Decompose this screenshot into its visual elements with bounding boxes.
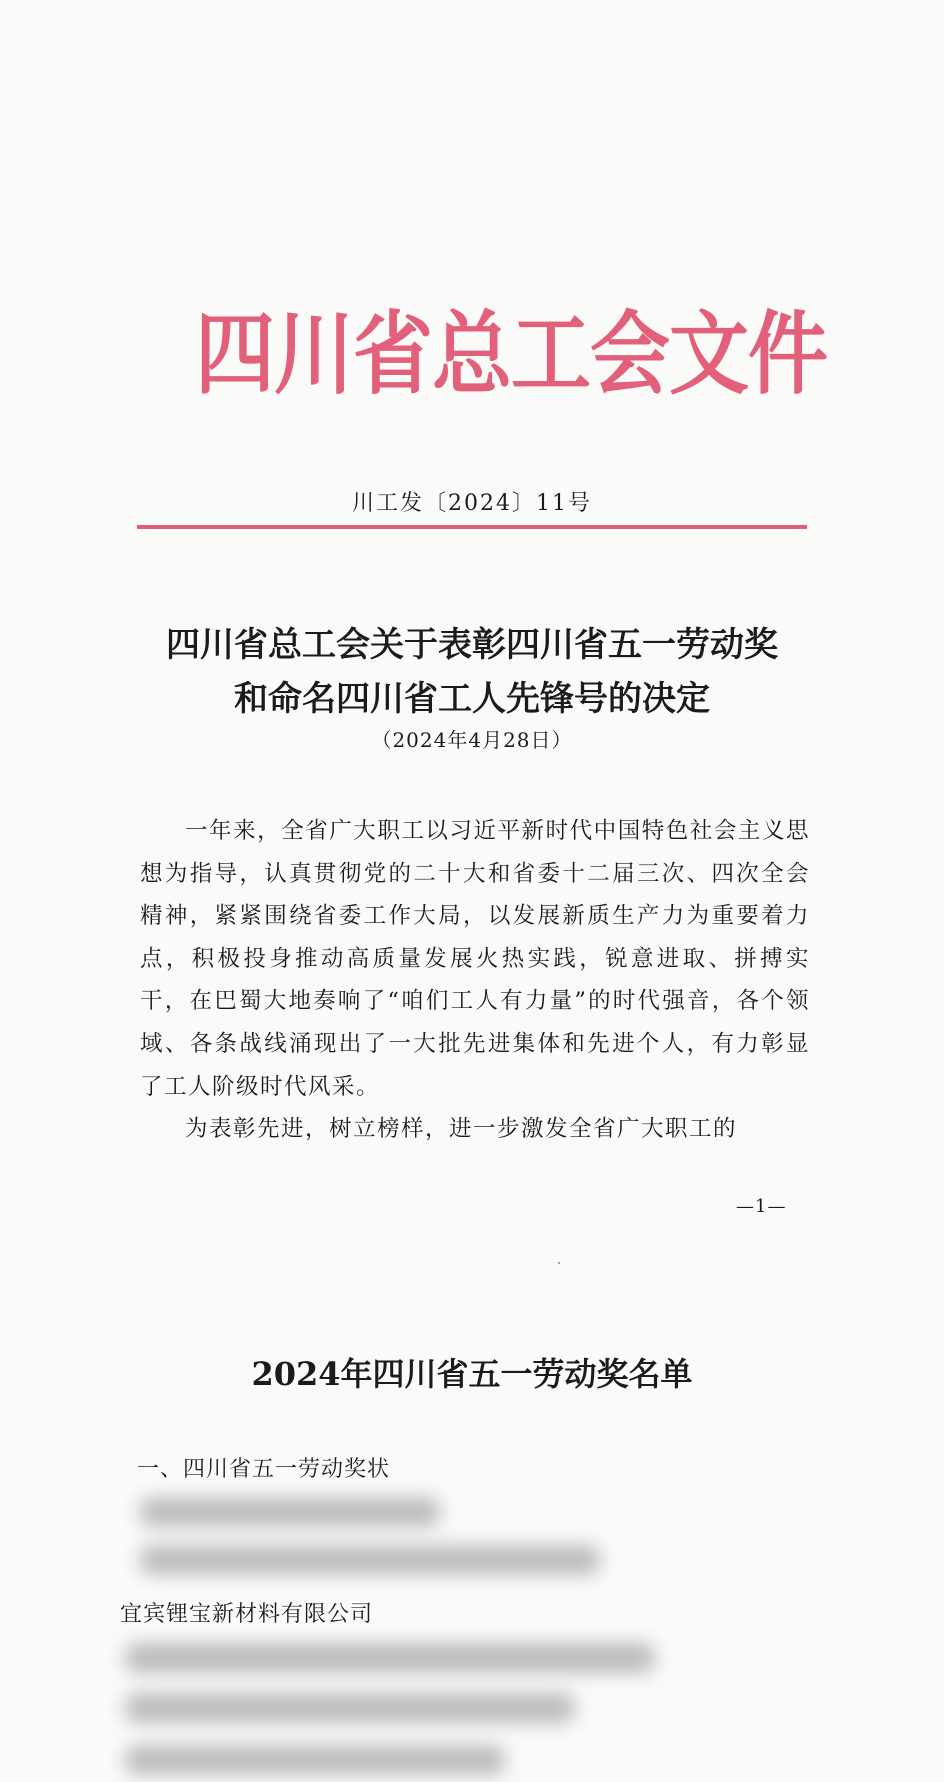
scan-speck — [558, 1262, 560, 1264]
redacted-line-3 — [125, 1643, 655, 1673]
body-paragraph-1: 一年来，全省广大职工以习近平新时代中国特色社会主义思想为指导，认真贯彻党的二十大和省委十二届三次、四次全会精神，紧紧围绕省委工作大局，以发展新质生产力为重要着力点，积极投身推动高质量发展火热实践，锐意进取、拼搏实干，在巴蜀大地奏响了“咱们工人有力量”的时代强音，各个领域、各条战线涌现出了一大批先进集体和先进个人，有力彰显了工人阶级时代风采。 — [140, 818, 810, 1100]
body-text — [140, 810, 810, 1151]
decision-title-line-2: 和命名四川省工人先锋号的决定 — [234, 679, 710, 719]
decision-date: （2024年4月28日） — [371, 728, 573, 752]
award-list-title: 2024年四川省五一劳动奖名单 — [251, 1355, 693, 1393]
body-paragraph-2: 为表彰先进，树立榜样，进一步激发全省广大职工的 — [185, 1116, 738, 1143]
redacted-line-1 — [140, 1497, 440, 1527]
award-section-heading: 一、四川省五一劳动奖状 — [137, 1457, 391, 1482]
redacted-line-2 — [140, 1545, 600, 1575]
redacted-line-5 — [125, 1745, 505, 1775]
red-divider-line — [137, 525, 807, 529]
decision-title — [0, 618, 944, 726]
page-number: —1— — [736, 1196, 787, 1217]
document-header-title: 四川省总工会文件 — [195, 302, 827, 407]
document-number: 川工发〔2024〕11号 — [352, 491, 592, 516]
award-entry-visible: 宜宾锂宝新材料有限公司 — [120, 1602, 374, 1627]
decision-title-line-1: 四川省总工会关于表彰四川省五一劳动奖 — [166, 625, 778, 665]
redacted-line-4 — [125, 1693, 575, 1723]
